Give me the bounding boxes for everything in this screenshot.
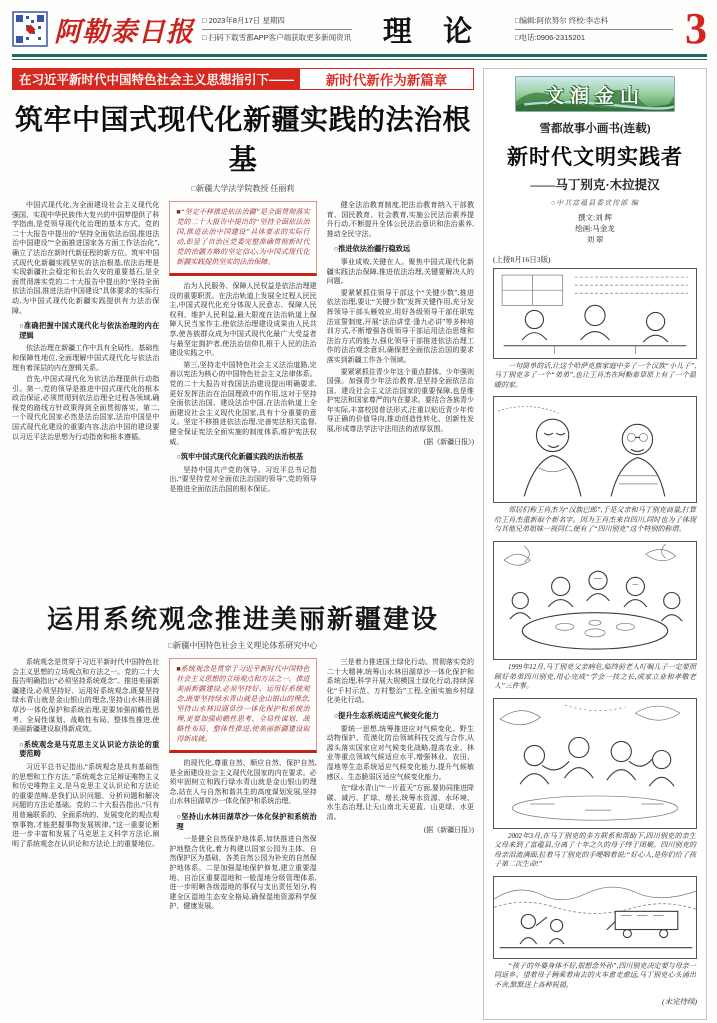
panel-caption: 2002年3月,在马丁别克的多方联系和帮助下,四川别克的亲生父母来到了富蕴县,分离了十年之久的母子终于团聚。四川别克的母亲泪流满面,拉着马丁别克的手哽咽着说:“好心人,是你们给了孩子第二次生命!” [494, 831, 696, 869]
masthead-title: 阿勒泰日报 [54, 16, 194, 47]
subheading: ○坚持山水林田湖草沙一体化保护和系统治理 [176, 811, 317, 831]
body-paragraph: 要紧紧抓住青少年这个重点群体。少年强则国强。加强青少年法治教育,是坚持全面依法治国、建设社会主义法治国家的重要保障,也是维护宪法和国家尊严的内在要求。要结合各族青少年实际,丰富校园普法形式,注重以贴近青少年传导正确的价值导向,推动创造性转化、创新性发展,形成尊法学法守法用法的浓厚氛围。 [326, 367, 474, 434]
source-credit: (据《新疆日报》) [423, 825, 474, 834]
body-paragraph: 系统观念是贯穿于习近平新时代中国特色社会主义思想的立场观点和方法之一。党的二十大报告明确指出“必须坚持系统观念”。推进美丽新疆建设,必须坚持好、运用好系统观念,既要坚持绿水青山就是金山银山的理念,坚持山水林田湖草沙一体化保护和系统治理,更要加强前瞻性思考、全局性谋划、战略性布局、整体性推进,使美丽新疆建设取得新成效。 [12, 658, 160, 734]
comic-art-family-dinner-icon [494, 542, 696, 659]
article2-byline: □新疆中国特色社会主义理论体系研究中心 [168, 641, 318, 650]
theory-articles-section [12, 68, 474, 1023]
scan-download-line: □ 扫码下载雪都APP客户端获取更多新闻资讯 [202, 32, 352, 42]
article1-headline: 筑牢中国式现代化新疆实践的法治根基 [14, 104, 471, 175]
article-column [327, 201, 474, 589]
body-paragraph: 的现代化,尊重自然、顺应自然、保护自然,是全面建设社会主义现代化国家的内在要求。必须牢固树立和践行绿水青山就是金山银山的理念,站在人与自然和谐共生的高度谋划发展,坚持山水林田湖草沙一体化保护和系统治理。 [169, 759, 317, 806]
serial-credit-art: 绘画:马金龙 [575, 224, 615, 233]
subheading: ○推进依法治疆行稳致远 [333, 244, 411, 254]
body-paragraph: 要统一思想,统筹推进应对气候变化、野生动物保护、荒漠化防治领域科技交流与合作,从源头落实国家应对气候变化战略,提高农业、林业等重点领域气候适应水平,增强林业、农田、湿地等生态系统适应气候变化能力,提升气候敏感区、生态脆弱区适应气候变化能力。 [326, 724, 474, 781]
comic-panel-4 [493, 698, 697, 829]
serial-credit-text: 撰文:刘 辉 [578, 213, 612, 222]
serial-banner [515, 76, 675, 112]
serial-editor: ○中共富蕴县委宣传部 编 [551, 199, 639, 207]
phone-line: □电话:0906-2315201 [515, 32, 585, 42]
slogan-banner-right: 新时代新作为新篇章 [300, 69, 473, 89]
body-paragraph: 中国式现代化,为全面建设社会主义现代化强国、实现中华民族伟大复兴的中国梦提供了科学指南,是党领导现代化治理的基本方式。党的二十大报告中提出的“坚持全面依法治国,推进法治中国建设”“全面推进国家各方面工作法治化”,确立了法治在新时代新征程的新方位。筑牢中国式现代化新疆实践坚实的法治根基,依法治理是实现新疆社会稳定和长治久安的重要基石,是全面贯彻落实党的二十大报告中提出的“坚持全面依法治国,推进法治中国建设”具体要求的实际行动,为中国式现代化新疆实践提供有力法治保障。 [12, 201, 160, 315]
date-line: □ 2023年8月17日 星期四 [202, 16, 352, 30]
comic-panel-2 [493, 396, 697, 503]
comic-panel-3 [493, 541, 697, 660]
continued-from-note: (上接8月16日3版) [493, 255, 551, 264]
qr-code-icon [12, 11, 48, 47]
header-divider [12, 54, 707, 60]
subheading: ○筑牢中国式现代化新疆实践的法治根基 [176, 452, 304, 462]
serial-banner-title: 文润金山 [544, 85, 645, 107]
body-paragraph: 习近平总书记指出,“系统观念是具有基础性的思想和工作方法。”系统观念立足辩证唯物主义和历史唯物主义,是马克思主义认识论和方法论的重要范畴,是我们认识问题、分析问题和解决问题的方法论基础。党的二十大报告指出,“只有用普遍联系的、全面系统的、发展变化的观点观察事物,才能把握事物发展规律。”这一重要论断进一步丰富和发展了马克思主义科学方法论,阐明了系统观念在认识论和方法论上的重要地位。 [12, 762, 160, 848]
panel-caption: “孩子的外婆身体不好,很想念外孙”,四川别克决定要与母亲一同返乡。望着母子俩乘着南去的火车愈走愈远,马丁别克心头涌出不舍,默默送上各种祝福。 [494, 961, 696, 989]
panel-caption: 一句简单的话,让这个哈萨克族家庭中多了一个汉族“小儿子”,马丁别克多了一个“弟弟”,也让王肖杰在阿勒泰草原上有了一个温暖的家。 [494, 361, 696, 389]
article-column [12, 658, 159, 1023]
comic-panel-5 [493, 876, 697, 959]
section-title: 理 论 [382, 15, 485, 48]
source-credit: (据《新疆日报》) [423, 437, 474, 446]
slogan-banner-left: 在习近平新时代中国特色社会主义思想指引下—— [13, 69, 300, 89]
body-paragraph: 一是健全自然保护地体系,加快推进自然保护地整合优化,着力构建以国家公园为主体、自然保护区为基础、各类自然公园为补充的自然保护地体系。二是加强湿地保护修复,建立重要湿地、自治区重要湿地和一般湿地分级管理体系,进一步明晰各级湿地的事权与支出责任划分,构建全区湿地生态安全格局,确保湿地资源科学保护、健康发展。 [169, 835, 317, 911]
article1-byline: □新疆大学法学院教授 任丽莉 [191, 184, 295, 193]
body-paragraph: 第三,坚持走中国特色社会主义法治道路,完善以宪法为核心的中国特色社会主义法律体系。党的二十大报告对我国法治建设提出明确要求,更好发挥法治在治国理政中的作用,这对于坚持全面依法治国、建设法治中国,在法治轨道上全面建设社会主义现代化国家,具有十分重要的意义。坚定不移推进依法治理,完善宪法相关监督,健全保证宪法全面实施的制度体系,维护宪法权威。 [169, 360, 317, 446]
body-paragraph: 坚持中国共产党的领导。习近平总书记指出,“要坚持党对全面依法治国的领导”,党的领导是推进全面依法治国的根本保证。 [169, 465, 317, 493]
body-paragraph: 治为人民服务、保障人民权益是依法治理建设的重要职责。在法治轨道上发展全过程人民民主,中国式现代化充分体现人民意志、保障人民权利、维护人民利益,最大限度在法治轨道上保障人民当家作主,使依法治理建设成果由人民共享,使各族群众成为中国式现代化最广大受益者与最坚定拥护者,使法治信仰扎根于人民的法治建设实践之中。 [169, 282, 317, 358]
body-paragraph: 三是着力推进国土绿化行动。贯彻落实党的二十大精神,统筹山水林田湖草沙一体化保护和系统治理,科学开展大规模国土绿化行动,持续深化“千村示范、万村整治”工程,全面实施乡村绿化美化行动。 [326, 658, 474, 705]
series-tag: 雪都故事小画书(连载) [539, 123, 651, 135]
editor-line: □编辑:阿依努尔 终校:李志科 [515, 16, 673, 30]
serial-subtitle: ——马丁别克·木拉提汉 [530, 178, 660, 192]
subheading: ○准确把握中国式现代化与依法治理的内在逻辑 [19, 321, 160, 340]
comic-art-reunion-icon [494, 699, 696, 828]
slogan-banner [12, 68, 474, 90]
article-column [327, 658, 474, 1023]
article2-headline: 运用系统观念推进美丽新疆建设 [46, 605, 439, 634]
article1-body [12, 201, 474, 589]
panel-caption: 邻居们称王肖杰为“汉族巴郎”,于是父亲和马丁别克商量,打算给王肖杰重新取个新名字。因为王肖杰来自四川,同时也为了体现与其他兄弟姐妹一视同仁,便有了“四川别克”这个特别的称谓。 [494, 506, 696, 534]
article2-body [12, 658, 474, 1023]
body-paragraph: 要紧紧抓住领导干部这个“关键少数”,推进依法治理,要让“关键少数”发挥关键作用,充分发挥领导干部头雁效应,用好各级领导干部任职宪法宣誓制度,开展“法治讲堂·逢九必讲”等多种培训方式,不断增强各级领导干部运用法治思维和法治方式的能力,强化领导干部推进依法治理工作的法治观念意识,确保把全面依法治国的要求落实到新疆工作各个领域。 [326, 288, 474, 364]
comic-art-two-brothers-icon [494, 397, 696, 502]
serial-title: 新时代文明实践者 [507, 145, 683, 169]
article-column [169, 658, 316, 1023]
subheading: ○提升生态系统适应气候变化能力 [333, 710, 439, 720]
serial-column [483, 68, 707, 1020]
subheading: ○系统观念是马克思主义认识论方法论的重要范畴 [19, 739, 160, 759]
serial-credit-art2: 刘 翠 [586, 235, 604, 244]
pull-quote: ■系统观念是贯穿于习近平新时代中国特色社会主义思想的立场观点和方法之一。推进美丽新疆建设,必须坚持好、运用好系统观念,既要坚持绿水青山就是金山银山的理念,坚持山水林田湖草沙一体化保护和系统治理,更要加强前瞻性思考、全局性谋划、战略性布局、整体性推进,使美丽新疆建设取得新成就。 [169, 658, 316, 753]
body-paragraph: 事业成败,关键在人。聚焦中国式现代化新疆实践法治保障,推进依法治理,关键要解决人的问题。 [326, 257, 474, 286]
body-paragraph: 健全法治教育制度,把法治教育纳入干部教育、国民教育、社会教育,实施公民法治素养提升行动,不断提升全体公民法治意识和法治素养,推动全民守法。 [326, 201, 474, 238]
panel-caption: 1999年12月,马丁别克父亲病危,临终前老人叮嘱儿子一定要照顾好弟弟四川别克,用心完成“学会一技之长,成家立业和孝敬老人”三件事。 [494, 663, 696, 691]
editor-info [515, 16, 673, 43]
body-paragraph: 首先,中国式现代化为依法治理提供行动指引。第一,党的领导是推进中国式现代化的根本政治保证,必须贯彻到依法治理全过程各领域,确保党的路线方针政策得到全面贯彻落实。第二,一个现代化国家必然是法治国家,法治中国是中国式现代化建设的重要内容,法治中国的建设要以习近平法治思想为行动指南和根本遵循。 [12, 375, 160, 441]
page-number: 3 [685, 4, 707, 53]
article-column [169, 201, 316, 589]
to-be-continued-note: (未完待续) [662, 997, 697, 1007]
comic-art-departure-icon [494, 877, 696, 958]
masthead-info [202, 16, 352, 43]
article-column [12, 201, 159, 589]
body-paragraph: 在“绿水青山”“一片蓝天”方面,要协同推进降碳、减污、扩绿、增长,统筹水资源、水环境、水生态治理,让天山南北天更蓝、山更绿、水更清。 [326, 784, 474, 821]
page-header [12, 4, 707, 53]
comic-panel-1 [493, 268, 697, 359]
comic-art-conversation-icon [494, 269, 696, 358]
body-paragraph: 依法治理在新疆工作中具有全局性、基础性和保障性地位,全面理解中国式现代化与依法治理有着深层的内在逻辑关系。 [12, 344, 160, 372]
pull-quote: ■“坚定不移推进依法治疆”是全面贯彻落实党的二十大报告中提出的“坚持全面依法治国,推进法治中国建设”具体要求的实际行动,彰显了自治区党委完整准确贯彻新时代党的治疆方略的坚定信心,为中国式现代化新疆实践提供坚实的法治保障。 [169, 201, 316, 276]
